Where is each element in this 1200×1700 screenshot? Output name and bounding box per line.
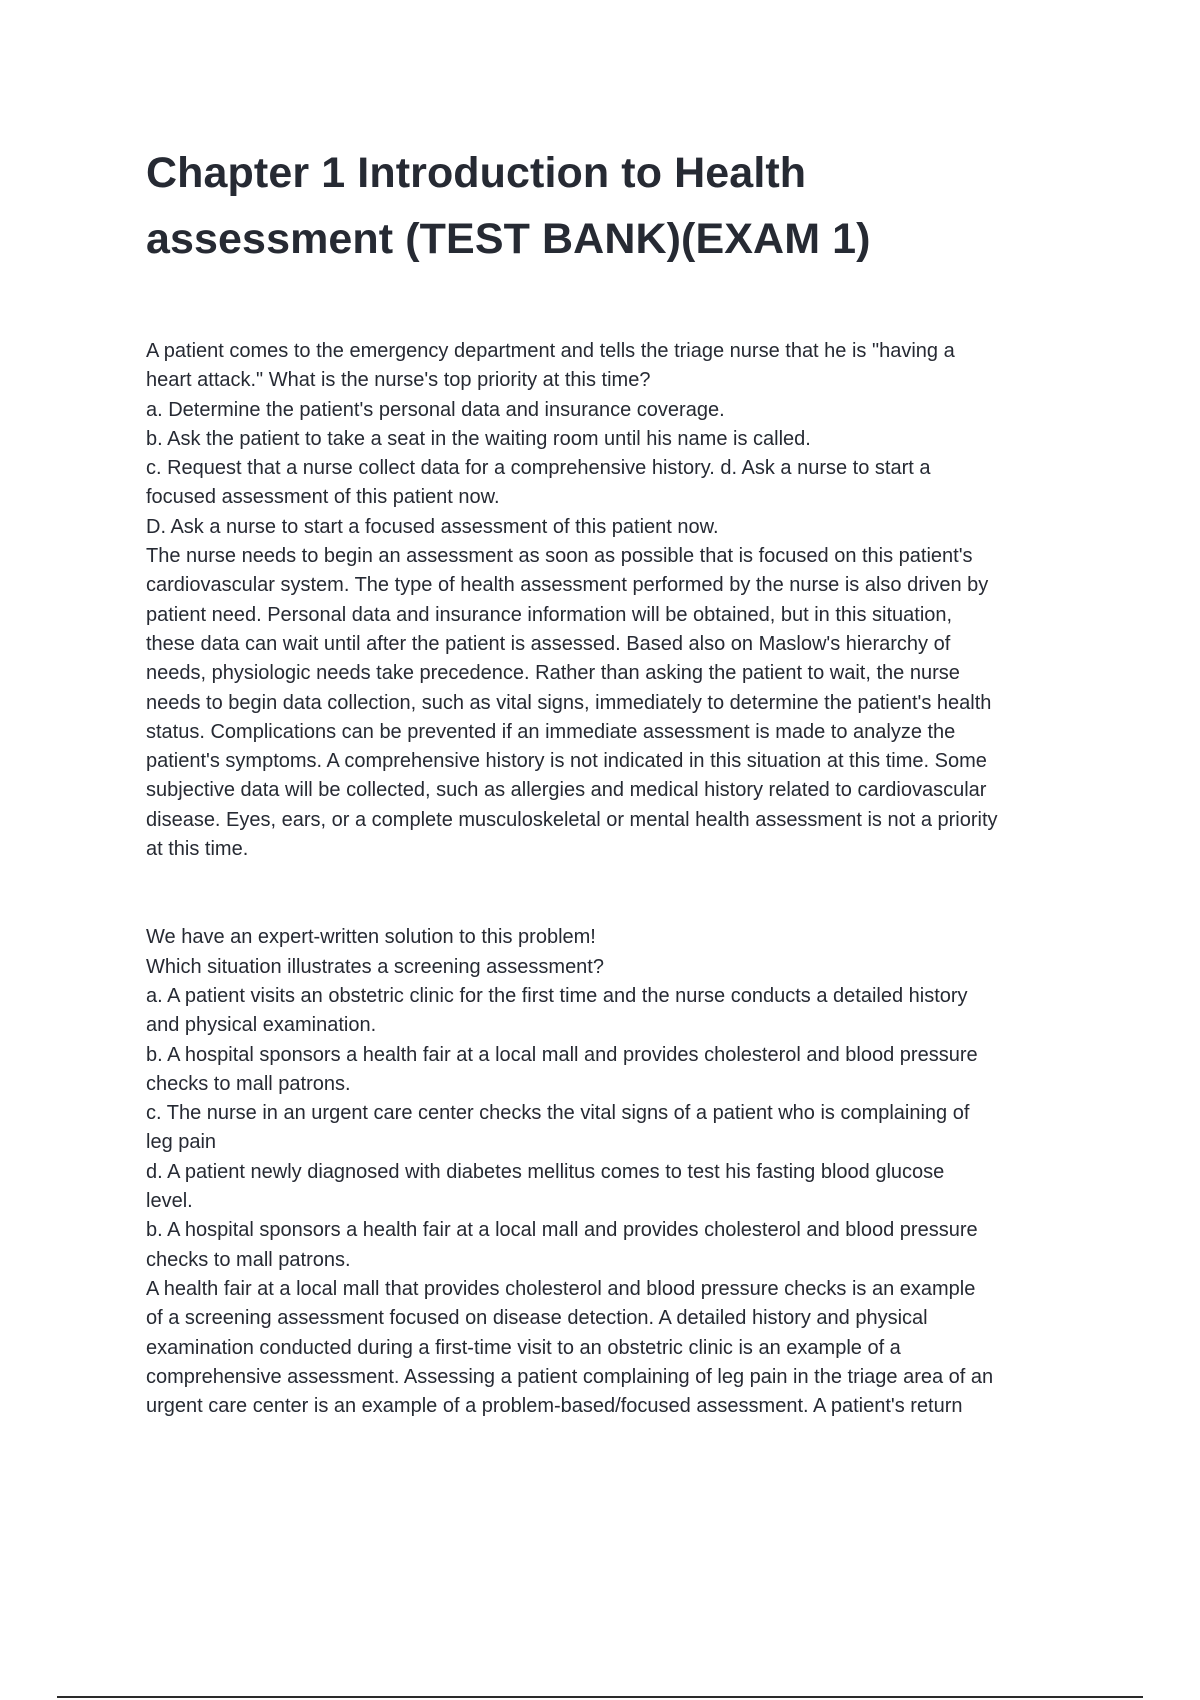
option-d: level. bbox=[146, 1190, 193, 1213]
rationale-line: patient's symptoms. A comprehensive history is not indicated in this situation at this time. Some bbox=[146, 750, 987, 773]
rationale-line: examination conducted during a first-time visit to an obstetric clinic is an example of a bbox=[146, 1336, 901, 1359]
rationale-line: The nurse needs to begin an assessment as soon as possible that is focused on this patient's bbox=[146, 545, 973, 568]
option-c: leg pain bbox=[146, 1131, 217, 1154]
answer: b. A hospital sponsors a health fair at a local mall and provides cholesterol and blood pressure bbox=[146, 1219, 978, 1242]
rationale-line: status. Complications can be prevented if an immediate assessment is made to analyze the bbox=[146, 720, 956, 743]
question-stem: Which situation illustrates a screening assessment? bbox=[146, 955, 604, 978]
option-b: b. A hospital sponsors a health fair at a local mall and provides cholesterol and blood pressure bbox=[146, 1043, 978, 1066]
question-1 bbox=[146, 337, 1106, 864]
footer-divider bbox=[57, 1696, 1143, 1698]
rationale-line: cardiovascular system. The type of health assessment performed by the nurse is also driven by bbox=[146, 574, 989, 597]
solution-notice: We have an expert-written solution to this problem! bbox=[146, 926, 596, 949]
rationale-line: these data can wait until after the patient is assessed. Based also on Maslow's hierarchy of bbox=[146, 632, 951, 655]
option-b: b. Ask the patient to take a seat in the waiting room until his name is called. bbox=[146, 427, 811, 450]
option-b: checks to mall patrons. bbox=[146, 1072, 351, 1095]
question-2 bbox=[146, 923, 1106, 1421]
rationale-line: patient need. Personal data and insurance information will be obtained, but in this situation, bbox=[146, 603, 953, 626]
rationale-line: needs, physiologic needs take precedence. Rather than asking the patient to wait, the nurse bbox=[146, 662, 960, 685]
answer: checks to mall patrons. bbox=[146, 1248, 351, 1271]
question-stem: heart attack." What is the nurse's top priority at this time? bbox=[146, 369, 651, 392]
rationale-line: needs to begin data collection, such as vital signs, immediately to determine the patient's health bbox=[146, 691, 992, 714]
answer: D. Ask a nurse to start a focused assessment of this patient now. bbox=[146, 515, 719, 538]
document-body bbox=[146, 337, 1106, 1421]
option-a: a. A patient visits an obstetric clinic for the first time and the nurse conducts a detailed history bbox=[146, 984, 968, 1007]
rationale-line: disease. Eyes, ears, or a complete musculoskeletal or mental health assessment is not a priority bbox=[146, 808, 998, 831]
option-c: focused assessment of this patient now. bbox=[146, 486, 500, 509]
rationale-line: A health fair at a local mall that provides cholesterol and blood pressure checks is an example bbox=[146, 1277, 976, 1300]
section-spacer bbox=[146, 864, 1106, 923]
rationale-line: subjective data will be collected, such as allergies and medical history related to cardiovascular bbox=[146, 779, 987, 802]
rationale-line: comprehensive assessment. Assessing a patient complaining of leg pain in the triage area of an bbox=[146, 1365, 994, 1388]
option-c: c. Request that a nurse collect data for a comprehensive history. d. Ask a nurse to start a bbox=[146, 457, 931, 480]
rationale-line: of a screening assessment focused on disease detection. A detailed history and physical bbox=[146, 1307, 928, 1330]
option-a: and physical examination. bbox=[146, 1014, 377, 1037]
option-d: d. A patient newly diagnosed with diabetes mellitus comes to test his fasting blood glucose bbox=[146, 1160, 945, 1183]
title-line: Chapter 1 Introduction to Health bbox=[146, 149, 807, 197]
rationale-line: at this time. bbox=[146, 838, 249, 861]
rationale-line: urgent care center is an example of a problem-based/focused assessment. A patient's return bbox=[146, 1395, 963, 1418]
option-a: a. Determine the patient's personal data and insurance coverage. bbox=[146, 398, 725, 421]
question-stem: A patient comes to the emergency department and tells the triage nurse that he is "having a bbox=[146, 340, 955, 362]
title-line: assessment (TEST BANK)(EXAM 1) bbox=[146, 215, 871, 263]
option-c: c. The nurse in an urgent care center checks the vital signs of a patient who is complaining of bbox=[146, 1102, 970, 1125]
page-title bbox=[146, 140, 1086, 272]
